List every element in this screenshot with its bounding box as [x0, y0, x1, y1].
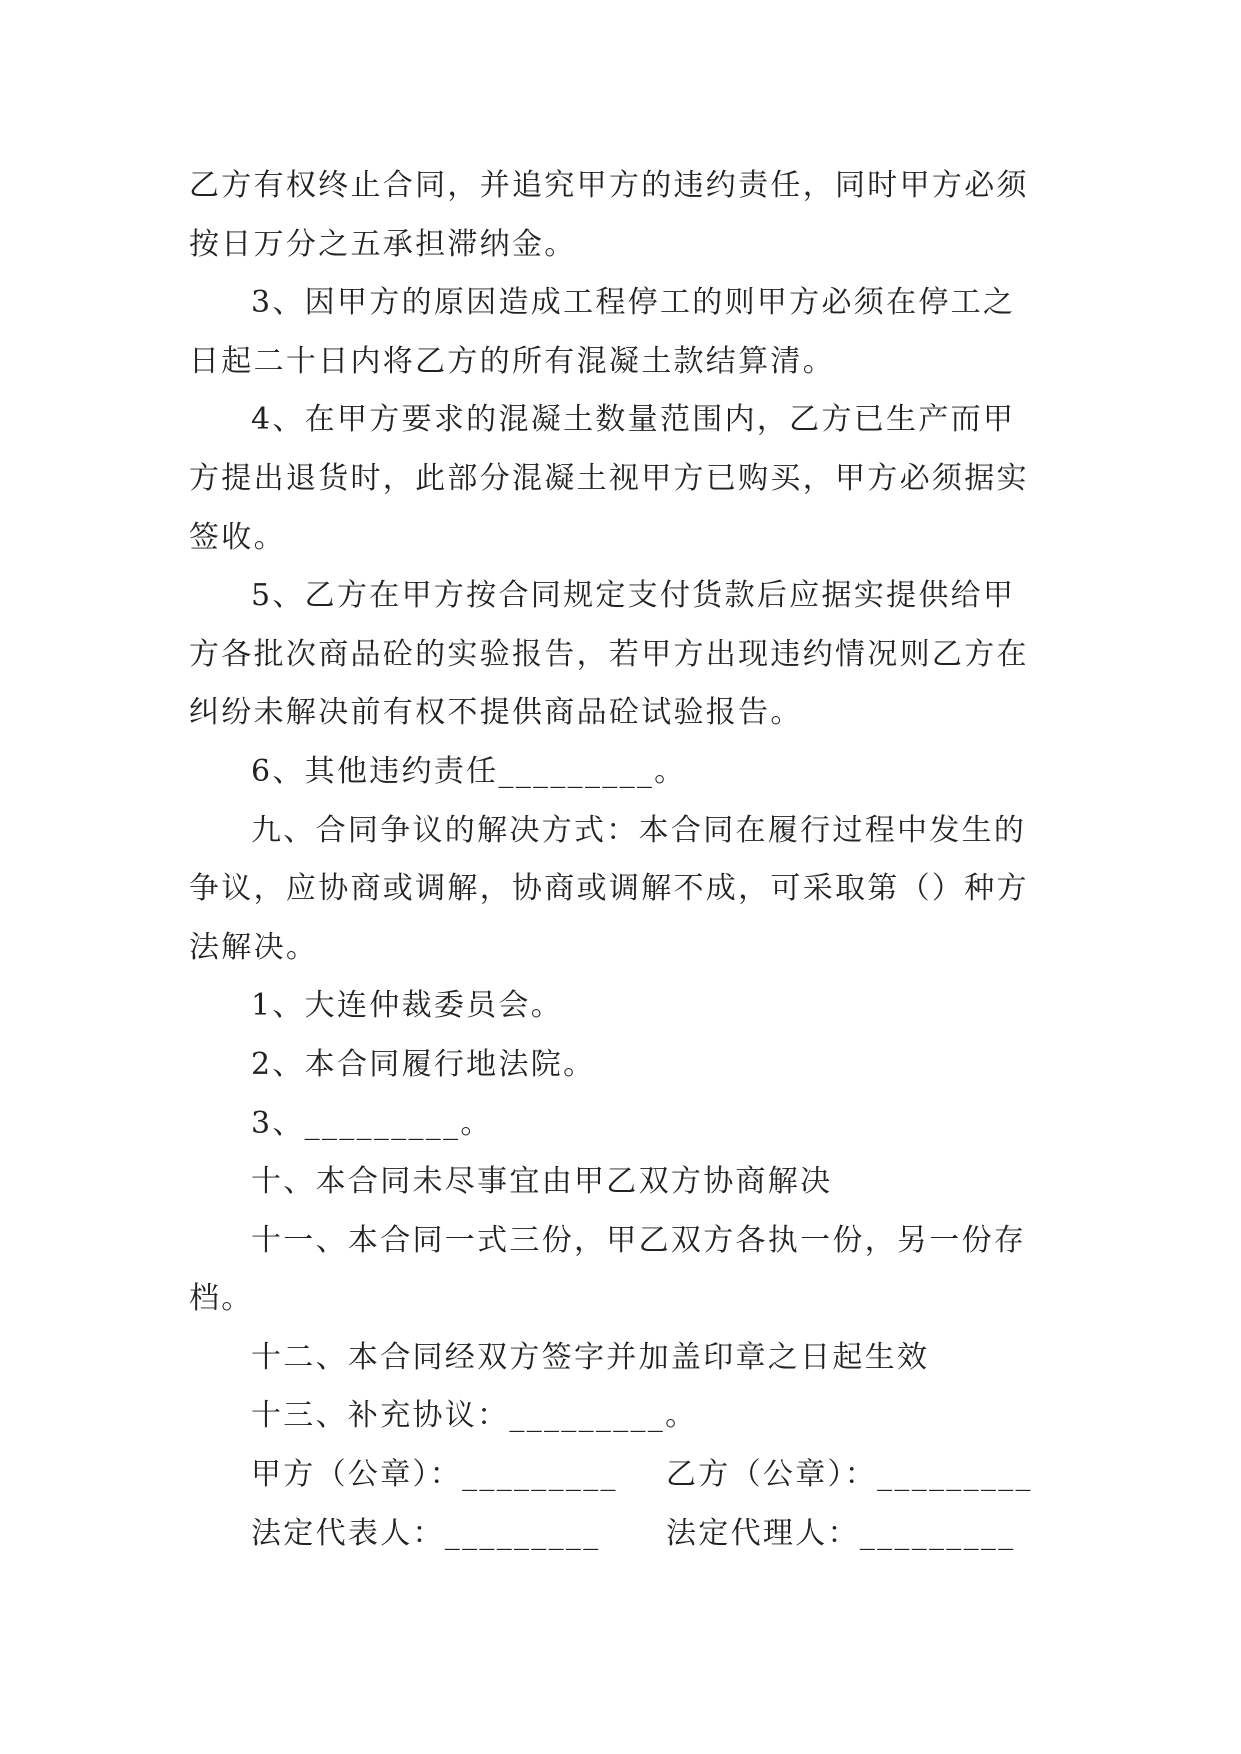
party-b-representative: 法定代理人：_________ — [666, 1515, 1016, 1551]
paragraph-line: 5、乙方在甲方按合同规定支付货款后应据实提供给甲 — [251, 578, 1016, 614]
signature-row-representative — [189, 1505, 1049, 1564]
party-a-representative: 法定代表人：_________ — [251, 1515, 601, 1551]
paragraph-line: 乙方有权终止合同，并追究甲方的违约责任，同时甲方必须 — [189, 168, 1029, 203]
contract-body — [189, 157, 1049, 1563]
paragraph-line: 1、大连仲裁委员会。 — [251, 988, 564, 1024]
paragraph-line: 2、本合同履行地法院。 — [251, 1046, 596, 1082]
paragraph-line: 3、_________。 — [251, 1105, 493, 1141]
paragraph-line: 十二、本合同经双方签字并加盖印章之日起生效 — [251, 1339, 930, 1375]
party-b-seal: 乙方（公章）：_________ — [666, 1457, 1033, 1493]
paragraph-line: 6、其他违约责任_________。 — [251, 753, 687, 789]
party-a-seal: 甲方（公章）：_________ — [251, 1457, 618, 1493]
paragraph-line: 档。 — [189, 1281, 254, 1317]
paragraph-line: 方提出退货时，此部分混凝土视甲方已购买，甲方必须据实 — [189, 460, 1029, 496]
paragraph-line: 3、因甲方的原因造成工程停工的则甲方必须在停工之 — [251, 285, 1016, 321]
paragraph-line: 签收。 — [189, 519, 286, 555]
paragraph-line: 十、本合同未尽事宜由甲乙双方协商解决 — [251, 1164, 833, 1200]
paragraph-line: 方各批次商品砼的实验报告，若甲方出现违约情况则乙方在 — [189, 636, 1029, 672]
paragraph-line: 按日万分之五承担滞纳金。 — [189, 226, 577, 262]
paragraph-line: 十一、本合同一式三份，甲乙双方各执一份，另一份存 — [251, 1222, 1027, 1258]
paragraph-line: 十三、补充协议：_________。 — [251, 1398, 698, 1434]
paragraph-line: 争议，应协商或调解，协商或调解不成，可采取第（）种方 — [189, 871, 1029, 907]
signature-row-seal — [189, 1446, 1049, 1505]
paragraph-line: 4、在甲方要求的混凝土数量范围内，乙方已生产而甲 — [251, 402, 1016, 438]
paragraph-line: 纠纷未解决前有权不提供商品砼试验报告。 — [189, 695, 803, 731]
paragraph-line: 日起二十日内将乙方的所有混凝土款结算清。 — [189, 343, 835, 379]
paragraph-line: 九、合同争议的解决方式：本合同在履行过程中发生的 — [251, 812, 1027, 848]
paragraph-line: 法解决。 — [189, 929, 319, 965]
